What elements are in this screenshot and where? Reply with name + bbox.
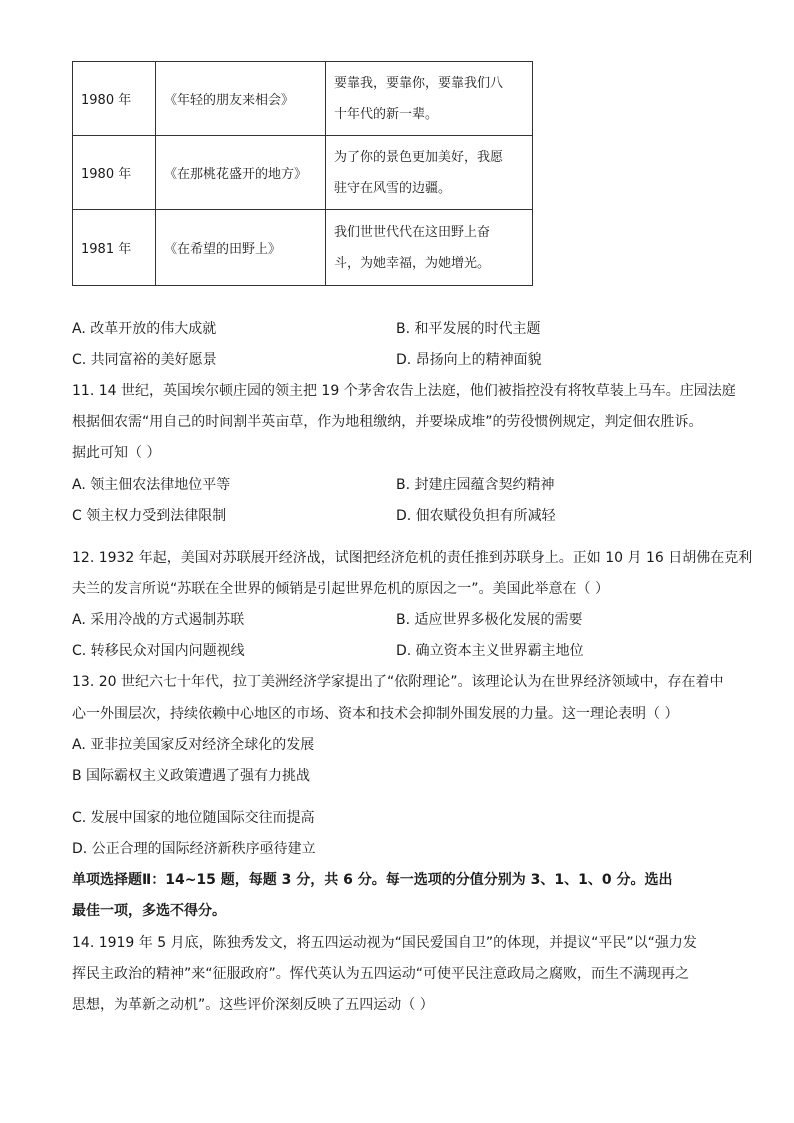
q10-option-a[interactable]: A. 改革开放的伟大成就 <box>72 321 217 337</box>
q11-option-a[interactable]: A. 领主佃农法律地位平等 <box>72 477 231 493</box>
q13-stem-line: 13. 20 世纪六七十年代，拉丁美洲经济学家提出了“依附理论”。该理论认为在世界经济领域中，存在着中 <box>72 674 724 690</box>
lyric-line: 要靠我，要靠你，要靠我们八 <box>334 75 504 91</box>
lyric-line: 我们世世代代在这田野上奋 <box>334 224 491 240</box>
section-heading: 最佳一项，多选不得分。 <box>72 903 226 919</box>
q12-option-c[interactable]: C. 转移民众对国内问题视线 <box>72 643 245 659</box>
q14-stem-line: 挥民主政治的精神”来“征服政府”。恽代英认为五四运动“可使平民注意政局之腐败，而生不满现再之 <box>72 966 690 982</box>
q11-stem-line: 根据佃农需“用自己的时间割半英亩草，作为地租缴纳，并要垛成堆”的劳役惯例规定，判定佃农胜诉。 <box>72 414 703 430</box>
year-cell: 1981 年 <box>73 210 156 286</box>
q12-stem-line: 夫兰的发言所说“苏联在全世界的倾销是引起世界危机的原因之一”。美国此举意在（ ） <box>72 581 609 597</box>
lyric-line: 驻守在风雪的边疆。 <box>334 180 452 196</box>
song-cell: 《在希望的田野上》 <box>156 210 326 286</box>
q12-option-d[interactable]: D. 确立资本主义世界霸主地位 <box>396 643 584 659</box>
lyric-line: 十年代的新一辈。 <box>334 106 439 122</box>
q14-stem-line: 思想，为革新之动机”。这些评价深刻反映了五四运动（ ） <box>72 997 434 1013</box>
q13-stem-line: 心一外围层次，持续依赖中心地区的市场、资本和技术会抑制外围发展的力量。这一理论表明（ ） <box>72 706 679 722</box>
q12-option-a[interactable]: A. 采用冷战的方式遏制苏联 <box>72 612 245 628</box>
q13-option-d[interactable]: D. 公正合理的国际经济新秩序亟待建立 <box>72 841 316 857</box>
year-cell: 1980 年 <box>73 136 156 210</box>
q11-option-d[interactable]: D. 佃农赋役负担有所减轻 <box>396 508 556 524</box>
q13-option-b[interactable]: B 国际霸权主义政策遭遇了强有力挑战 <box>72 768 311 784</box>
table-row <box>73 136 533 210</box>
q10-option-d[interactable]: D. 昂扬向上的精神面貌 <box>396 352 542 368</box>
q13-option-a[interactable]: A. 亚非拉美国家反对经济全球化的发展 <box>72 737 315 753</box>
q13-option-c[interactable]: C. 发展中国家的地位随国际交往而提高 <box>72 810 315 826</box>
section-heading: 单项选择题Ⅱ：14~15 题，每题 3 分，共 6 分。每一选项的分值分别为 3、1、1、0 分。选出 <box>72 872 673 888</box>
lyric-cell <box>326 136 533 210</box>
song-table <box>72 61 533 286</box>
q11-stem-line: 据此可知（ ） <box>72 445 161 461</box>
q10-option-b[interactable]: B. 和平发展的时代主题 <box>396 321 541 337</box>
q12-option-b[interactable]: B. 适应世界多极化发展的需要 <box>396 612 583 628</box>
year-cell: 1980 年 <box>73 62 156 136</box>
q11-stem-line: 11. 14 世纪，英国埃尔顿庄园的领主把 19 个茅舍农告上法庭，他们被指控没有将牧草装上马车。庄园法庭 <box>72 383 736 399</box>
q14-stem-line: 14. 1919 年 5 月底，陈独秀发文，将五四运动视为“国民爱国自卫”的体现，并提议“平民”以“强力发 <box>72 935 697 951</box>
q11-option-c[interactable]: C 领主权力受到法律限制 <box>72 508 227 524</box>
q10-option-c[interactable]: C. 共同富裕的美好愿景 <box>72 352 217 368</box>
lyric-line: 斗，为她幸福，为她增光。 <box>334 255 491 271</box>
table-row <box>73 210 533 286</box>
q12-stem-line: 12. 1932 年起，美国对苏联展开经济战，试图把经济危机的责任推到苏联身上。正如 10 月 16 日胡佛在克利 <box>72 550 753 566</box>
song-cell: 《在那桃花盛开的地方》 <box>156 136 326 210</box>
q11-option-b[interactable]: B. 封建庄园蕴含契约精神 <box>396 477 555 493</box>
lyric-cell <box>326 210 533 286</box>
song-cell: 《年轻的朋友来相会》 <box>156 62 326 136</box>
lyric-cell <box>326 62 533 136</box>
table-row <box>73 62 533 136</box>
lyric-line: 为了你的景色更加美好，我愿 <box>334 149 504 165</box>
